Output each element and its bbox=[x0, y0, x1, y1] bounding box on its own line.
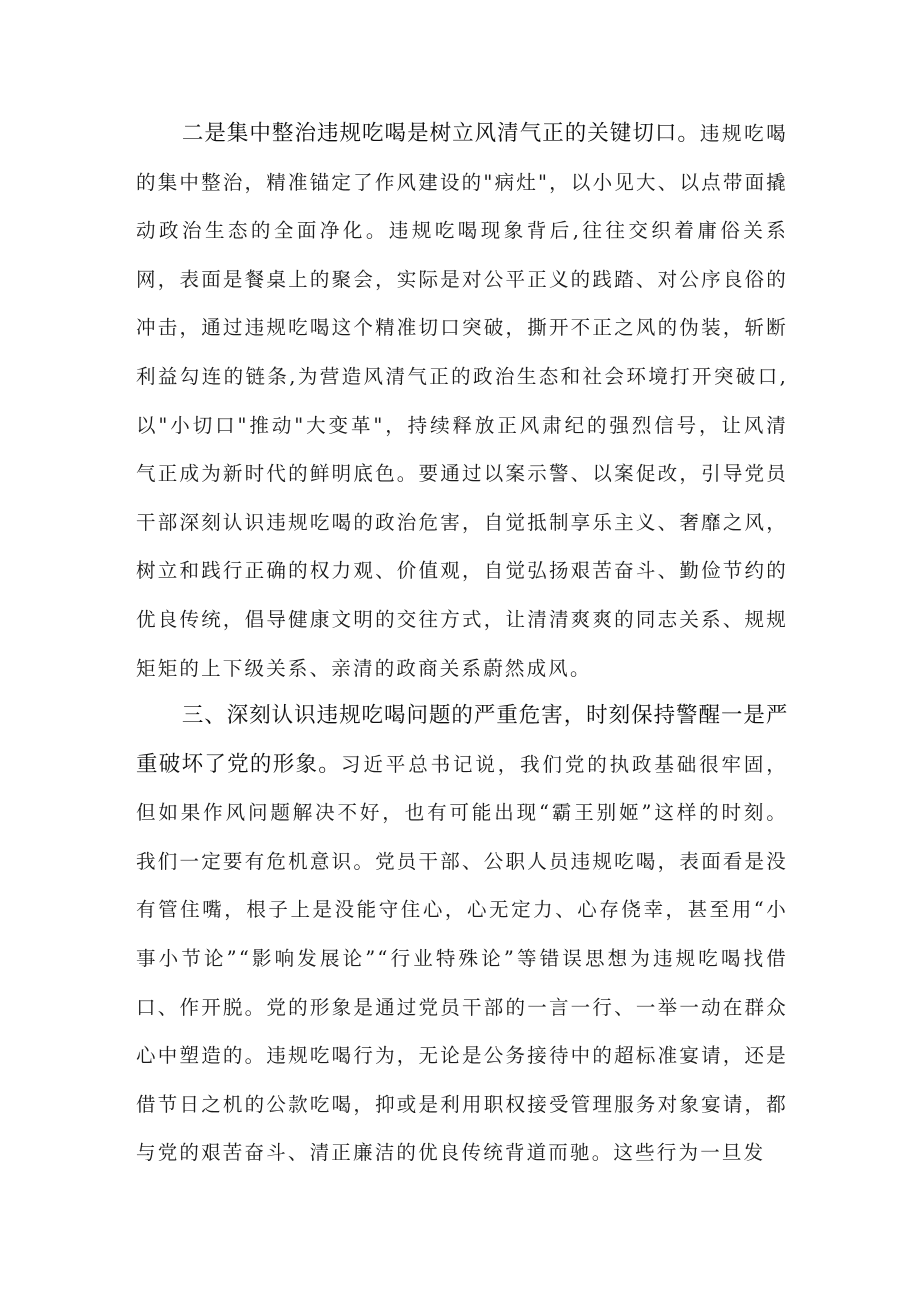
paragraph-2-heading: 三、深刻认识违规吃喝问题的严重危害，时刻保持警醒一是严重破坏了党的形象。 bbox=[136, 703, 788, 777]
paragraph-1-heading: 二是集中整治违规吃喝是树立风清气正的关键切口。 bbox=[181, 121, 700, 146]
paragraph-1 bbox=[136, 110, 788, 693]
paragraph-1-body: 违规吃喝的集中整治，精准锚定了作风建设的"病灶"，以小见大、以点带面撬动政治生态的全面净化。违规吃喝现象背后,往往交织着庸俗关系网，表面是餐桌上的聚会，实际是对公平正义的践踏、对公序良俗的冲击，通过违规吃喝这个精准切口突破，撕开不正之风的伪装，斩断利益勾连的链条,为营造风清气正的政治生态和社会环境打开突破口,以"小切口"推动"大变革"，持续释放正风肃纪的强烈信号，让风清气正成为新时代的鲜明底色。要通过以案示警、以案促改，引导党员干部深刻认识违规吃喝的政治危害，自觉抵制享乐主义、奢靡之风，树立和践行正确的权力观、价值观，自觉弘扬艰苦奋斗、勤俭节约的优良传统，倡导健康文明的交往方式，让清清爽爽的同志关系、规规矩矩的上下级关系、亲清的政商关系蔚然成风。 bbox=[136, 122, 788, 680]
paragraph-2-body: 习近平总书记说，我们党的执政基础很牢固，但如果作风问题解决不好，也有可能出现“霸王别姬”这样的时刻。我们一定要有危机意识。党员干部、公职人员违规吃喝，表面看是没有管住嘴，根子上是没能守住心，心无定力、心存侥幸，甚至用“小事小节论”“影响发展论”“行业特殊论”等错误思想为违规吃喝找借口、作开脱。党的形象是通过党员干部的一言一行、一举一动在群众心中塑造的。违规吃喝行为，无论是公务接待中的超标准宴请，还是借节日之机的公款吃喝，抑或是利用职权接受管理服务对象宴请，都与党的艰苦奋斗、清正廉洁的优良传统背道而驰。这些行为一旦发 bbox=[136, 752, 788, 1165]
paragraph-2 bbox=[136, 692, 788, 1178]
